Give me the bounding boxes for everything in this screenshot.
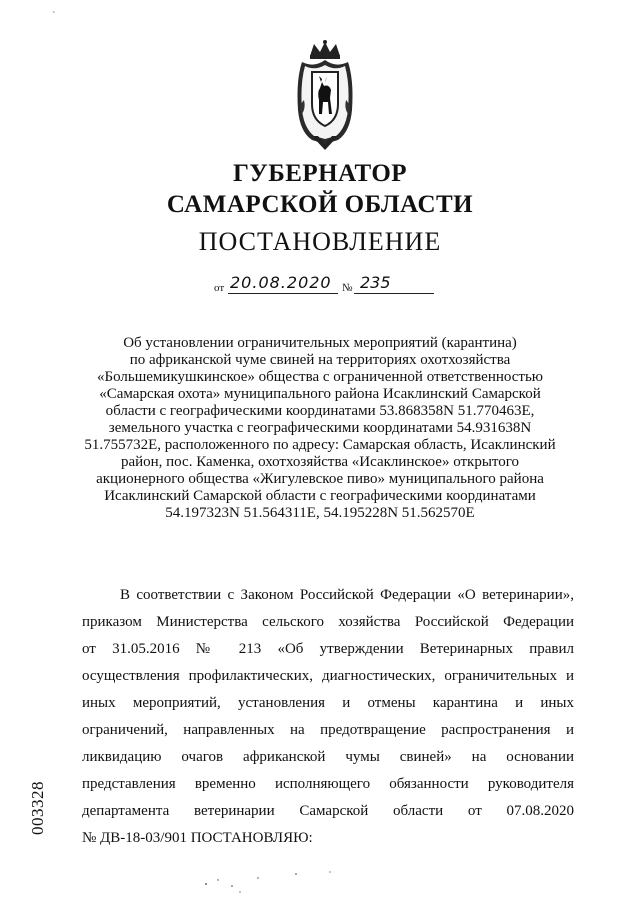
body-line: от 31.05.2016 № 213 «Об утверждении Ветеринарных правил xyxy=(82,641,574,657)
coat-of-arms-icon xyxy=(292,40,358,152)
subject-line: области с географическими координатами 53.868358N 51.770463E, xyxy=(105,403,535,419)
authority-title: ГУБЕРНАТОР xyxy=(232,160,408,187)
subject-line: «Большемикушкинское» общества с ограниченной ответственностью xyxy=(96,369,544,385)
body-line: В соответствии с Законом Российской Федерации «О ветеринарии», xyxy=(120,587,574,603)
body-line: осуществления профилактических, диагностических, ограничительных и xyxy=(82,668,574,684)
registration-number: 003328 xyxy=(28,781,47,835)
subject-line: «Самарская охота» муниципального района Исаклинский Самарской xyxy=(99,386,541,402)
subject-line: акционерного общества «Жигулевское пиво» муниципального района xyxy=(96,471,544,487)
date-number-line xyxy=(214,273,444,297)
handwritten-date: 20.08.2020 xyxy=(228,273,338,294)
body-line: № ДВ-18-03/901 ПОСТАНОВЛЯЮ: xyxy=(82,830,313,846)
body-line: приказом Министерства сельского хозяйства Российской Федерации xyxy=(82,614,574,630)
date-label: от xyxy=(214,282,225,294)
number-label: № xyxy=(342,282,353,294)
subject-line: район, пос. Каменка, охотхозяйства «Исаклинское» открытого xyxy=(120,454,520,470)
body-line: представления временно исполняющего обязанности руководителя xyxy=(82,776,574,792)
registration-number-stamp xyxy=(26,770,46,846)
subject-line: 54.197323N 51.564311E, 54.195228N 51.562570E xyxy=(165,505,475,521)
resolution-body xyxy=(82,582,574,852)
subject-line: по африканской чуме свиней на территориях охотхозяйства xyxy=(129,352,511,368)
resolution-subject xyxy=(80,335,560,522)
body-line: департамента ветеринарии Самарской области от 07.08.2020 xyxy=(82,803,574,819)
subject-line: 51.755732E, расположенного по адресу: Самарская область, Исаклинский xyxy=(84,437,556,453)
scan-mark: ˋ xyxy=(52,10,56,22)
subject-line: Об установлении ограничительных мероприятий (карантина) xyxy=(123,335,517,351)
subject-line: земельного участка с географическими координатами 54.931638N xyxy=(108,420,532,436)
issuing-authority xyxy=(0,158,640,220)
body-line: ликвидацию очагов африканской чумы свиней» на основании xyxy=(82,749,574,765)
document-type-title: ПОСТАНОВЛЕНИЕ xyxy=(198,227,442,256)
body-line: ограничений, направленных на предотвращение распространения и xyxy=(82,722,574,738)
body-line: иных мероприятий, установления и отмены карантина и иных xyxy=(82,695,574,711)
authority-region: САМАРСКОЙ ОБЛАСТИ xyxy=(166,191,474,218)
subject-line: Исаклинский Самарской области с географическими координатами xyxy=(104,488,536,504)
handwritten-number: 235 xyxy=(354,273,434,294)
scan-noise-specks xyxy=(200,870,360,900)
